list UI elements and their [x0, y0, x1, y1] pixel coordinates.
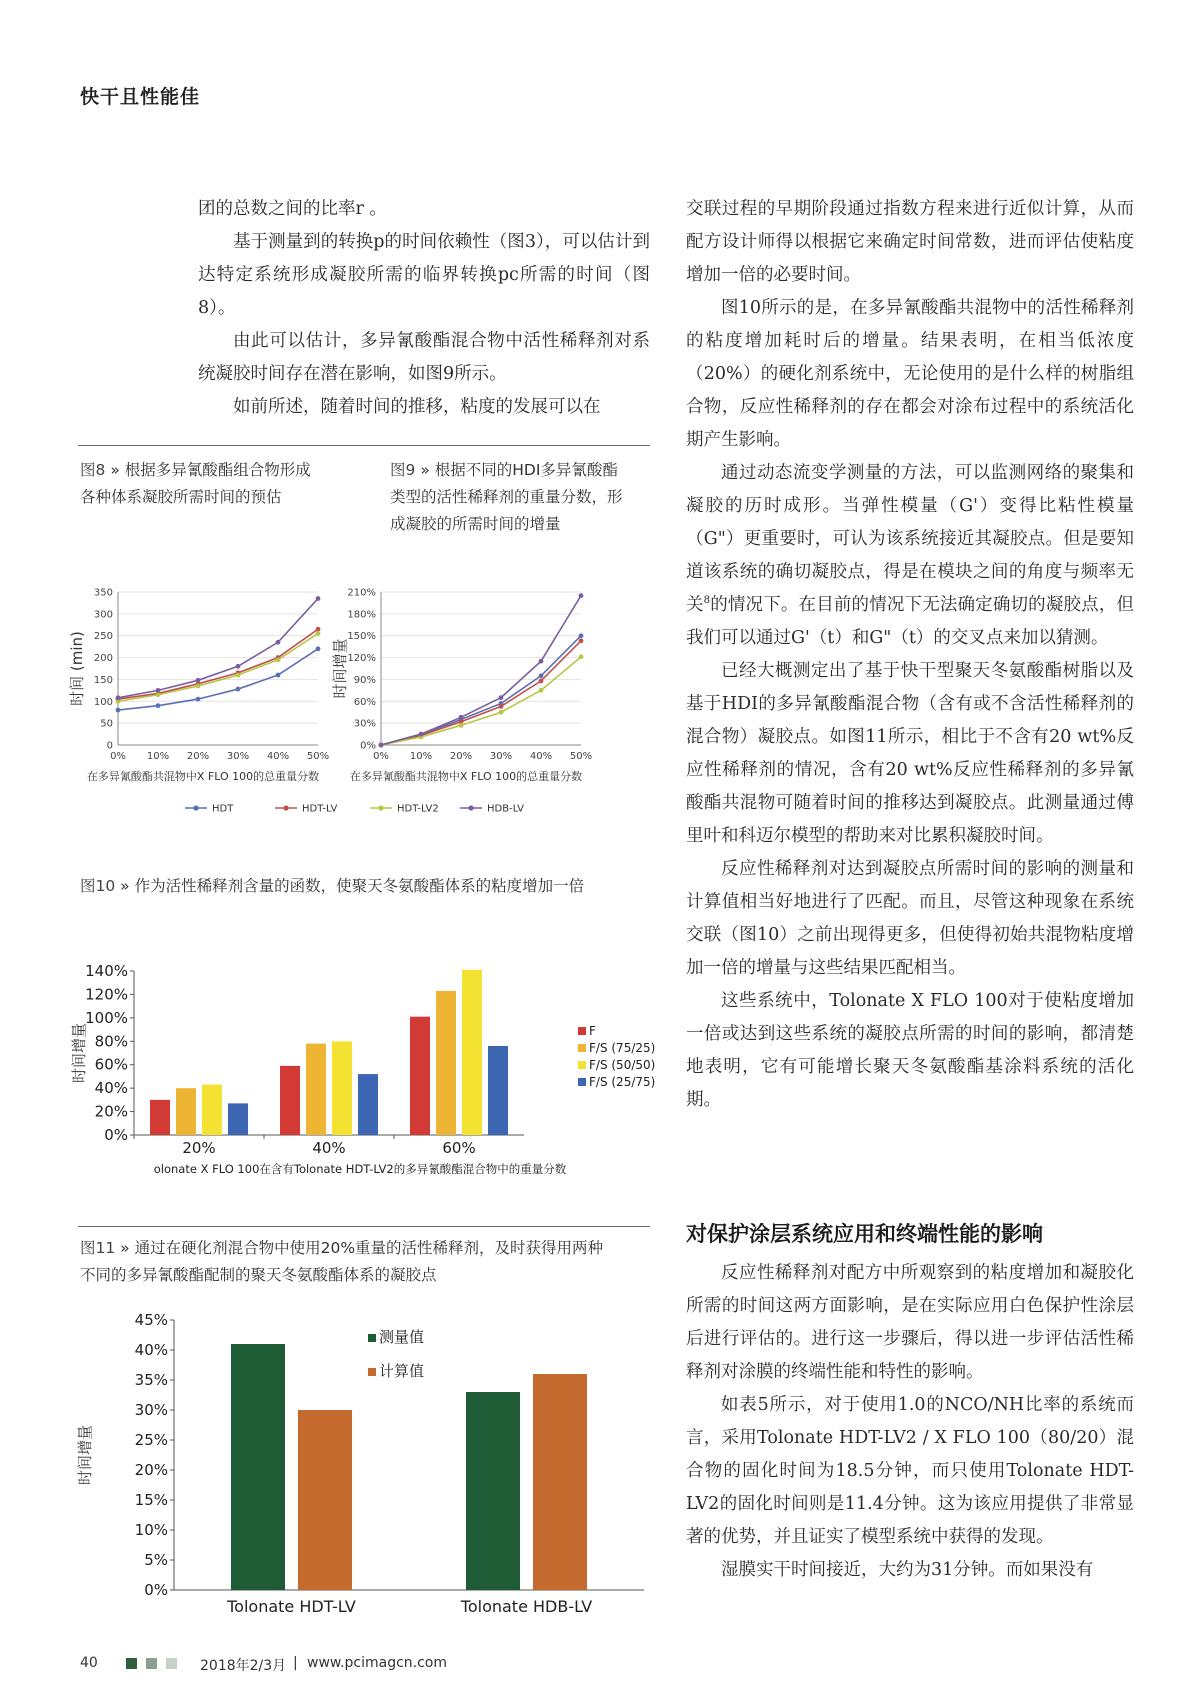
fig10-legend-label: F/S (25/75): [589, 1075, 656, 1089]
fig10-bar: [306, 1044, 326, 1135]
fig10-caption: [80, 873, 660, 900]
fig8-data-point: [236, 664, 241, 669]
fig11-legend-label: 计算值: [379, 1362, 425, 1380]
fig9-data-point: [579, 633, 584, 638]
footer-square-2: [146, 1658, 157, 1669]
left-paragraph-3: 由此可以估计，多异氰酸酯混合物中活性稀释剂对系统凝胶时间存在潜在影响，如图9所示。: [198, 331, 650, 384]
fig10-bar: [436, 991, 456, 1135]
fig9-arrow: »: [420, 461, 430, 479]
fig8-ytick-label: 0: [106, 740, 113, 752]
fig9-data-point: [459, 723, 464, 728]
fig8-xtick-label: 40%: [266, 751, 290, 762]
fig11-ylabel: 时间增量: [76, 1424, 94, 1486]
fig9-ytick-label: 120%: [347, 653, 376, 665]
fig8-data-point: [116, 695, 121, 700]
right-paragraph-3b: 的情况下。在目前的情况下无法确定确切的凝胶点，但我们可以通过G'（t）和G"（t）的交叉点来加以猜测。: [686, 595, 1135, 648]
right-paragraph-5: 反应性稀释剂对达到凝胶点所需时间的影响的测量和计算值相当好地进行了匹配。而且，尽管这种现象在系统交联（图10）之前出现得更多，但使得初始共混物粘度增加一倍的增量与这些结果匹配相当。: [686, 859, 1134, 978]
right-paragraph-4: 已经大概测定出了基于快干型聚天冬氨酸酯树脂以及基于HDI的多异氰酸酯混合物（含有或不含活性稀释剂的混合物）凝胶点。如图11所示，相比于不含有20 wt%反应性稀释剂的情况，含有20 wt%反应性稀释剂的多异氰酸酯共混物可随着时间的推移达到凝胶点。此测量通过傅里叶和科迈尔模型的帮助来对比累积凝胶时间。: [686, 661, 1134, 846]
fig8-xtick-label: 0%: [110, 751, 126, 762]
fig8-data-point: [276, 673, 281, 678]
fig8-chart: [68, 588, 329, 784]
fig9-caption-line1: 根据不同的HDI多异氰酸酯: [434, 461, 618, 479]
fig8-ytick-label: 150: [93, 674, 113, 686]
fig9-ytick-label: 90%: [353, 674, 376, 686]
fig10-bar: [410, 1017, 430, 1135]
fig11-caption: [80, 1235, 660, 1289]
fig11-bar: [231, 1344, 285, 1590]
fig10-legend-label: F/S (50/50): [589, 1058, 656, 1072]
legend-label: HDT-LV: [302, 803, 338, 815]
fig8-data-point: [156, 692, 161, 697]
fig11-arrow: »: [120, 1239, 130, 1257]
fig10-bar: [202, 1085, 222, 1135]
right-paragraph-7: 反应性稀释剂对配方中所观察到的粘度增加和凝胶化所需的时间这两方面影响，是在实际应用白色保护性涂层后进行评估的。进行这一步骤后，得以进一步评估活性稀释剂对涂膜的终端性能和特性的影响。: [686, 1263, 1134, 1382]
fig11-caption-line2: 不同的多异氰酸酯配制的聚天冬氨酸酯体系的凝胶点: [80, 1266, 437, 1284]
fig8-series-line: [118, 629, 318, 699]
fig9-ytick-label: 0%: [360, 740, 376, 752]
fig11-ytick-label: 30%: [134, 1401, 168, 1419]
fig8-ytick-label: 200: [93, 653, 113, 665]
fig8-data-point: [276, 640, 281, 645]
footer-url: www.pcimagcn.com: [307, 1655, 448, 1671]
fig9-series-line: [381, 636, 581, 745]
fig10-bar: [358, 1074, 378, 1135]
fig8-caption-line2: 各种体系凝胶所需时间的预估: [80, 488, 282, 506]
fig9-caption: [390, 457, 650, 538]
running-head: 快干且性能佳: [80, 86, 201, 108]
fig11-legend-swatch: [368, 1334, 376, 1342]
legend-marker: [468, 805, 473, 810]
fig9-ylabel: 时间增量: [331, 638, 349, 699]
legend-label: HDT: [212, 803, 234, 815]
fig11-label: 图11: [80, 1239, 116, 1257]
fig10-ytick-label: 20%: [94, 1102, 128, 1121]
right-paragraph-1: 交联过程的早期阶段通过指数方程来进行近似计算，从而配方设计师得以根据它来确定时间常数，进而评估使粘度增加一倍的必要时间。: [686, 199, 1134, 285]
fig10-bar: [488, 1046, 508, 1135]
fig9-xtick-label: 40%: [529, 751, 553, 762]
fig9-ytick-label: 210%: [347, 587, 376, 599]
fig10-label: 图10: [80, 877, 116, 895]
fig11-bar: [298, 1410, 352, 1590]
figure-rule-top: [78, 445, 650, 446]
fig8-data-point: [236, 673, 241, 678]
fig10-ytick-label: 140%: [85, 962, 128, 980]
fig8-data-point: [316, 631, 321, 636]
fig10-legend-swatch: [578, 1044, 586, 1052]
left-column-text: [198, 193, 650, 424]
fig11-bar: [466, 1392, 520, 1590]
fig8-data-point: [116, 708, 121, 713]
fig9-xlabel: 在多异氰酸酯共混物中X FLO 100的总重量分数: [349, 770, 583, 783]
fig10-legend-label: F: [589, 1024, 596, 1038]
fig8-xtick-label: 10%: [146, 751, 170, 762]
fig10-ytick-label: 120%: [85, 985, 128, 1004]
fig10-bar: [462, 970, 482, 1135]
fig8-ytick-label: 50: [100, 718, 113, 730]
right-paragraph-9: 湿膜实干时间接近，大约为31分钟。而如果没有: [721, 1560, 1094, 1580]
fig10-xlabel: olonate X FLO 100在含有Tolonate HDT-LV2的多异氰酸酯混合物中的重量分数: [153, 1162, 567, 1176]
fig10-bar: [176, 1088, 196, 1135]
footer-date: 2018年2/3月: [200, 1658, 287, 1674]
fig8-data-point: [316, 646, 321, 651]
fig9-caption-line2: 类型的活性稀释剂的重量分数，形: [390, 488, 623, 506]
fig11-legend-label: 测量值: [379, 1328, 425, 1346]
fig8-ytick-label: 350: [93, 587, 113, 599]
legend-label: HDT-LV2: [397, 803, 439, 815]
fig8-fig9-charts: [70, 580, 660, 830]
fig10-bar: [280, 1066, 300, 1135]
page-number: 40: [80, 1655, 98, 1671]
fig8-ytick-label: 100: [93, 696, 113, 708]
fig8-data-point: [196, 684, 201, 689]
fig8-caption: [80, 457, 370, 511]
right-column-text: [686, 193, 1134, 1117]
fig11-ytick-label: 5%: [144, 1551, 168, 1569]
fig11-category-label: Tolonate HDB-LV: [460, 1597, 593, 1616]
fig8-ytick-label: 300: [93, 609, 113, 621]
fig10-legend-swatch: [578, 1061, 586, 1069]
footer-separator: |: [293, 1655, 298, 1671]
fig9-ytick-label: 30%: [353, 718, 376, 730]
fig10-category-label: 20%: [182, 1139, 216, 1157]
fig10-category-label: 40%: [312, 1139, 346, 1157]
fig10-ytick-label: 100%: [85, 1008, 128, 1027]
fig9-data-point: [499, 710, 504, 715]
fig11-ytick-label: 0%: [144, 1581, 168, 1599]
footnote-ref: 8: [703, 595, 711, 607]
right-paragraph-8: 如表5所示，对于使用1.0的NCO/NH比率的系统而言，采用Tolonate HDT-LV2 / X FLO 100（80/20）混合物的固化时间为18.5分钟，而只使用Tolonate HDT- LV2的固化时间则是11.4分钟。这为该应用提供了非常显著的优势，并且证实了模型系统中获得的发现。: [686, 1395, 1134, 1547]
fig9-data-point: [539, 678, 544, 683]
fig8-data-point: [156, 688, 161, 693]
right-paragraph-3a: 通过动态流变学测量的方法，可以监测网络的聚集和凝胶的历时成形。当弹性模量（G'）变得比粘性模量（G"）更重要时，可认为该系统接近其凝胶点。但是要知道该系统的确切凝胶点，得是在模块之间的角度与频率无关: [686, 463, 1134, 615]
fig10-category-label: 60%: [442, 1139, 476, 1157]
fig11-ytick-label: 15%: [134, 1491, 168, 1509]
fig9-chart: [331, 588, 592, 784]
fig11-ytick-label: 10%: [134, 1521, 168, 1539]
fig11-category-label: Tolonate HDT-LV: [227, 1597, 356, 1616]
figure-rule-fig11: [78, 1226, 650, 1227]
fig8-data-point: [196, 697, 201, 702]
fig8-data-point: [316, 627, 321, 632]
fig10-legend-swatch: [578, 1027, 586, 1035]
left-paragraph-2: 基于测量到的转换p的时间依赖性（图3），可以估计到达特定系统形成凝胶所需的临界转换pc所需的时间（图8）。: [198, 232, 650, 318]
fig9-data-point: [579, 654, 584, 659]
fig11-caption-line1: 通过在硬化剂混合物中使用20%重量的活性稀释剂，及时获得用两种: [134, 1239, 604, 1257]
fig9-data-point: [579, 638, 584, 643]
fig10-ytick-label: 40%: [94, 1079, 128, 1098]
fig8-data-point: [276, 657, 281, 662]
fig9-data-point: [539, 659, 544, 664]
legend-marker: [193, 805, 198, 810]
fig10-arrow: »: [120, 877, 130, 895]
fig10-caption-text: 作为活性稀释剂含量的函数，使聚天冬氨酸酯体系的粘度增加一倍: [134, 877, 585, 895]
fig8-arrow: »: [110, 461, 120, 479]
fig9-xtick-label: 30%: [489, 751, 513, 762]
fig9-data-point: [459, 715, 464, 720]
left-paragraph-4: 如前所述，随着时间的推移，粘度的发展可以在: [233, 397, 601, 417]
section-heading: 对保护涂层系统应用和终端性能的影响: [686, 1222, 1043, 1246]
fig10-legend-label: F/S (75/25): [589, 1041, 656, 1055]
fig8-fig9-legend: [185, 804, 524, 815]
fig9-caption-line3: 成凝胶的所需时间的增量: [390, 515, 561, 533]
fig9-series-line: [381, 641, 581, 745]
fig9-xtick-label: 10%: [409, 751, 433, 762]
legend-marker: [283, 805, 288, 810]
fig8-series-line: [118, 634, 318, 702]
right-paragraph-2: 图10所示的是，在多异氰酸酯共混物中的活性稀释剂的粘度增加耗时后的增量。结果表明，在相当低浓度（20%）的硬化剂系统中，无论使用的是什么样的树脂组合物，反应性稀释剂的存在都会对涂布过程中的系统活化期产生影响。: [686, 298, 1134, 450]
fig8-caption-line1: 根据多异氰酸酯组合物形成: [124, 461, 311, 479]
left-paragraph-1: 团的总数之间的比率r 。: [198, 199, 387, 219]
fig9-ytick-label: 180%: [347, 609, 376, 621]
fig9-xtick-label: 0%: [373, 751, 389, 762]
fig11-chart: [76, 1311, 644, 1616]
fig11-ytick-label: 25%: [134, 1431, 168, 1449]
fig8-ylabel: 时间 (min): [68, 631, 86, 706]
fig9-data-point: [539, 688, 544, 693]
fig8-xtick-label: 50%: [306, 751, 330, 762]
fig10-ytick-label: 0%: [104, 1126, 128, 1144]
fig9-ytick-label: 150%: [347, 631, 376, 643]
fig10-chart: [70, 962, 655, 1176]
fig8-label: 图8: [80, 461, 106, 479]
fig10-bar: [150, 1100, 170, 1135]
footer-square-1: [126, 1658, 137, 1669]
fig9-label: 图9: [390, 461, 416, 479]
legend-marker: [378, 805, 383, 810]
fig10-ytick-label: 80%: [94, 1032, 128, 1051]
fig11-ytick-label: 20%: [134, 1461, 168, 1479]
fig9-data-point: [379, 743, 384, 748]
fig9-xtick-label: 20%: [449, 751, 473, 762]
right-paragraph-3: [686, 457, 1134, 655]
fig9-data-point: [499, 704, 504, 709]
fig9-data-point: [499, 695, 504, 700]
fig8-xtick-label: 30%: [226, 751, 250, 762]
fig10-chart-svg: [70, 935, 660, 1195]
fig10-bar: [332, 1041, 352, 1135]
fig10-ylabel: 时间增量: [70, 1022, 88, 1084]
right-paragraph-6: 这些系统中，Tolonate X FLO 100对于使粘度增加一倍或达到这些系统的凝胶点所需的时间的影响，都清楚地表明，它有可能增长聚天冬氨酸酯基涂料系统的活化期。: [686, 991, 1134, 1110]
fig8-ytick-label: 250: [93, 631, 113, 643]
fig10-legend-swatch: [578, 1078, 586, 1086]
fig10-ytick-label: 60%: [94, 1055, 128, 1074]
fig11-ytick-label: 40%: [134, 1341, 168, 1359]
legend-label: HDB-LV: [487, 803, 525, 815]
fig11-legend-swatch: [368, 1368, 376, 1376]
fig9-ytick-label: 60%: [353, 696, 376, 708]
fig8-data-point: [156, 703, 161, 708]
fig11-bar: [533, 1374, 587, 1590]
fig9-xtick-label: 50%: [569, 751, 593, 762]
fig8-xlabel: 在多异氰酸酯共混物中X FLO 100的总重量分数: [86, 770, 320, 783]
fig9-data-point: [539, 673, 544, 678]
fig8-data-point: [316, 596, 321, 601]
fig9-data-point: [579, 593, 584, 598]
fig8-data-point: [196, 678, 201, 683]
right-column-text-2: [686, 1257, 1134, 1587]
fig11-ytick-label: 35%: [134, 1371, 168, 1389]
fig11-ytick-label: 45%: [134, 1311, 168, 1329]
footer-square-3: [166, 1658, 177, 1669]
fig8-data-point: [236, 687, 241, 692]
fig10-bar: [228, 1103, 248, 1135]
fig11-chart-svg: [70, 1305, 660, 1625]
fig9-data-point: [419, 732, 424, 737]
fig8-xtick-label: 20%: [186, 751, 210, 762]
